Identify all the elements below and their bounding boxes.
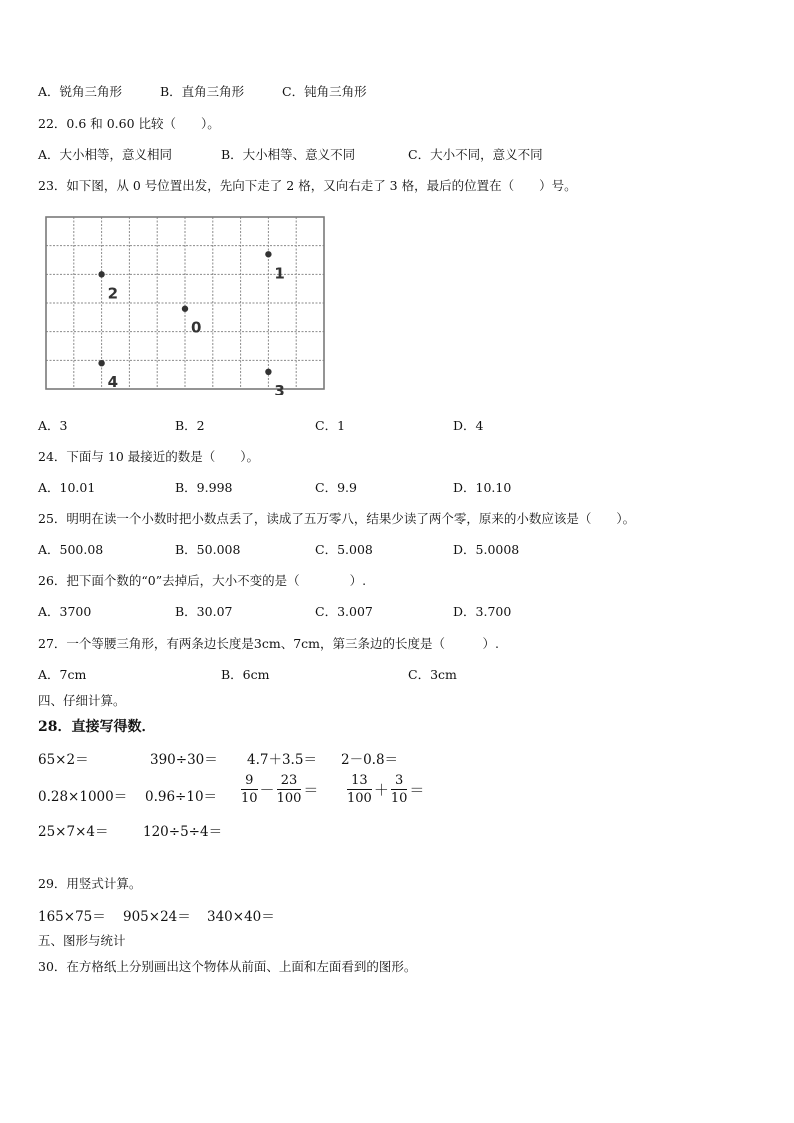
q28-item-4: 2－0.8＝ [341,752,399,768]
q27-stem: 27．一个等腰三角形，有两条边长度是3cm、7cm，第三条边的长度是（ ）. [38,636,499,651]
q28-item-10: 120÷5÷4＝ [143,824,223,840]
q23-option-b[interactable]: B．2 [175,418,205,433]
q21-option-a[interactable]: A．锐角三角形 [38,84,123,99]
fraction-13-100 [347,774,372,805]
q25-option-d[interactable]: D．5.0008 [453,542,520,557]
numerator: 23 [277,774,302,790]
q25-stem: 25．明明在读一个小数时把小数点丢了，读成了五万零八，结果少读了两个零，原来的小数应该是（ ）。 [38,511,636,526]
equals-sign: ＝ [409,781,425,799]
grid-point-3 [265,369,271,375]
q23-options [38,416,758,434]
q28-item-9: 25×7×4＝ [38,824,109,840]
q23-option-d[interactable]: D．4 [453,418,484,433]
q22-option-b[interactable]: B．大小相等、意义不同 [221,147,356,162]
denominator: 100 [276,791,302,806]
q25-option-c[interactable]: C．5.008 [315,542,373,557]
numerator: 13 [347,774,372,790]
q26-option-a[interactable]: A．3700 [38,604,92,619]
numerator: 3 [391,774,408,790]
q24-option-c[interactable]: C．9.9 [315,480,357,495]
q25-options [38,540,758,558]
q24-option-b[interactable]: B．9.998 [175,480,233,495]
q27-option-a[interactable]: A．7cm [38,667,87,682]
q27-options [38,665,758,683]
grid-point-1 [265,251,271,257]
fraction-3-10 [391,774,408,805]
equals-sign: ＝ [303,781,319,799]
denominator: 10 [390,791,408,806]
q28-item-6: 0.96÷10＝ [145,789,218,805]
q25-option-b[interactable]: B．50.008 [175,542,241,557]
q24-stem: 24．下面与 10 最接近的数是（ ）。 [38,449,260,464]
q29-item-2: 905×24＝ [123,909,191,925]
grid-point-label-1: 1 [274,264,285,283]
q23-option-c[interactable]: C．1 [315,418,346,433]
section-4-heading: 四、仔细计算。 [38,693,126,708]
denominator: 100 [347,791,372,806]
q23-grid-figure [42,213,330,395]
q24-option-d[interactable]: D．10.10 [453,480,512,495]
q26-options [38,602,758,620]
q27-option-c[interactable]: C．3cm [408,667,457,682]
q23-stem: 23．如下图，从 0 号位置出发，先向下走了 2 格，又向右走了 3 格，最后的位置在（ ）号。 [38,178,577,193]
q26-option-c[interactable]: C．3.007 [315,604,373,619]
q26-option-b[interactable]: B．30.07 [175,604,233,619]
q28-item-5: 0.28×1000＝ [38,789,128,805]
grid-point-4 [98,360,104,366]
grid-point-label-3: 3 [274,381,285,395]
numerator: 9 [241,774,258,790]
grid-point-2 [98,271,104,277]
q21-options [38,82,758,100]
q29-item-1: 165×75＝ [38,909,106,925]
q29-item-3: 340×40＝ [207,909,275,925]
q24-options [38,478,758,496]
fraction-23-100 [277,774,302,805]
q29-stem: 29．用竖式计算。 [38,876,142,891]
q23-option-a[interactable]: A．3 [38,418,68,433]
q22-options [38,145,758,163]
grid-point-label-2: 2 [107,284,119,303]
q26-stem: 26．把下面个数的“0”去掉后，大小不变的是（ ）. [38,573,367,588]
section-5-heading: 五、图形与统计 [38,933,126,948]
q24-option-a[interactable]: A．10.01 [38,480,96,495]
q27-option-b[interactable]: B．6cm [221,667,270,682]
q28-item-1: 65×2＝ [38,752,89,768]
q22-stem: 22．0.6 和 0.60 比较（ ）。 [38,116,220,131]
q28-item-2: 390÷30＝ [150,752,218,768]
q28-fraction-add [345,774,424,805]
fraction-9-10 [241,774,258,805]
q28-item-3: 4.7＋3.5＝ [247,752,317,768]
q26-option-d[interactable]: D．3.700 [453,604,512,619]
q28-fraction-subtract [239,774,318,805]
q21-option-c[interactable]: C．钝角三角形 [282,84,367,99]
q21-option-b[interactable]: B．直角三角形 [160,84,245,99]
q22-option-c[interactable]: C．大小不同，意义不同 [408,147,543,162]
grid-point-0 [182,306,188,312]
denominator: 10 [241,791,258,806]
grid-point-label-0: 0 [191,318,202,337]
q22-option-a[interactable]: A．大小相等，意义相同 [38,147,173,162]
q25-option-a[interactable]: A．500.08 [38,542,104,557]
grid-point-label-4: 4 [107,373,119,392]
q30-stem: 30．在方格纸上分别画出这个物体从前面、上面和左面看到的图形。 [38,959,417,974]
q28-stem: 28．直接写得数． [38,719,156,735]
plus-sign: ＋ [373,781,389,799]
minus-sign: － [259,781,275,799]
